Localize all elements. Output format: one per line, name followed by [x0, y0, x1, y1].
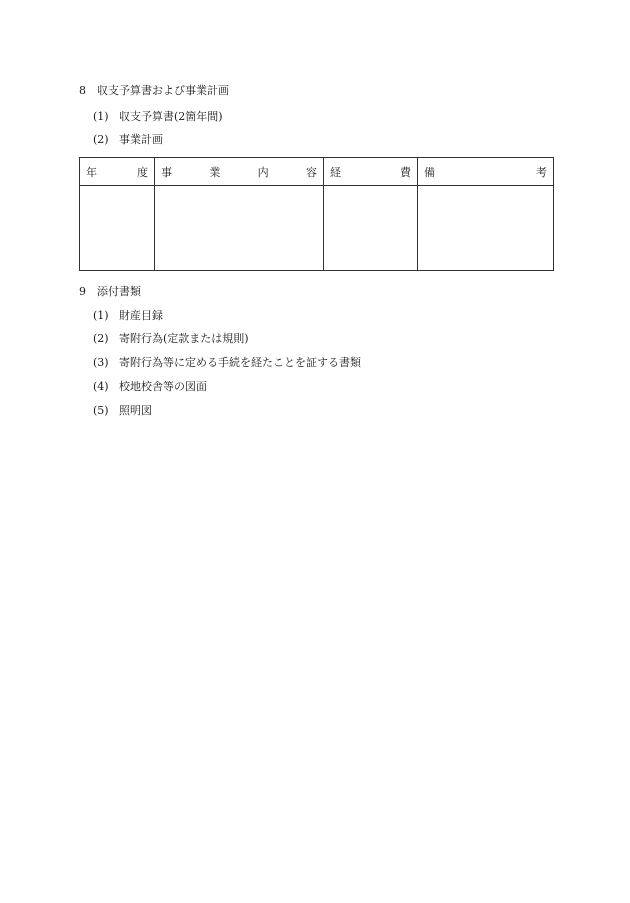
header-remarks [418, 158, 554, 186]
item-text: 寄附行為等に定める手続を経たことを証する書類 [119, 356, 361, 369]
item-number: (2) [93, 332, 109, 345]
section-9-item-3 [93, 356, 361, 370]
item-number: (3) [93, 356, 109, 369]
item-text: 校地校舎等の図面 [119, 380, 207, 393]
item-number: (5) [93, 404, 109, 417]
section-9-title: 添付書類 [97, 285, 141, 298]
item-number: (2) [93, 133, 109, 146]
header-year [80, 158, 155, 186]
header-char: 経 [330, 165, 341, 179]
item-text: 事業計画 [119, 133, 163, 146]
header-char: 業 [209, 165, 221, 179]
cell-year [80, 186, 155, 271]
item-number: (1) [93, 309, 109, 322]
section-8-item-2 [93, 133, 163, 147]
header-char: 容 [305, 165, 317, 179]
section-9-item-4 [93, 380, 207, 394]
cell-expenses [324, 186, 418, 271]
section-8-heading [79, 84, 229, 98]
header-char: 年 [86, 165, 97, 179]
header-char: 考 [536, 165, 547, 179]
item-number: (1) [93, 110, 109, 123]
item-text: 照明図 [119, 404, 152, 417]
cell-remarks [418, 186, 554, 271]
table-row [80, 186, 554, 271]
section-9-item-1 [93, 309, 163, 323]
section-9-item-2 [93, 332, 249, 346]
business-plan-table [79, 157, 554, 271]
header-business-content [155, 158, 324, 186]
section-9-item-5 [93, 404, 152, 418]
header-expenses [324, 158, 418, 186]
header-char: 事 [161, 165, 172, 179]
section-9-number: 9 [79, 285, 86, 298]
cell-business-content [155, 186, 324, 271]
section-9-heading [79, 285, 141, 299]
header-char: 内 [257, 165, 269, 179]
header-char: 備 [424, 165, 435, 179]
section-8-number: 8 [79, 84, 86, 97]
header-char: 度 [137, 165, 148, 179]
section-8-item-1 [93, 110, 223, 124]
table-header-row [80, 158, 554, 186]
item-number: (4) [93, 380, 109, 393]
item-text: 寄附行為(定款または規則) [119, 332, 249, 345]
item-text: 収支予算書(2箇年間) [119, 110, 223, 123]
section-8-title: 収支予算書および事業計画 [97, 84, 229, 97]
header-char: 費 [400, 165, 411, 179]
item-text: 財産目録 [119, 309, 163, 322]
